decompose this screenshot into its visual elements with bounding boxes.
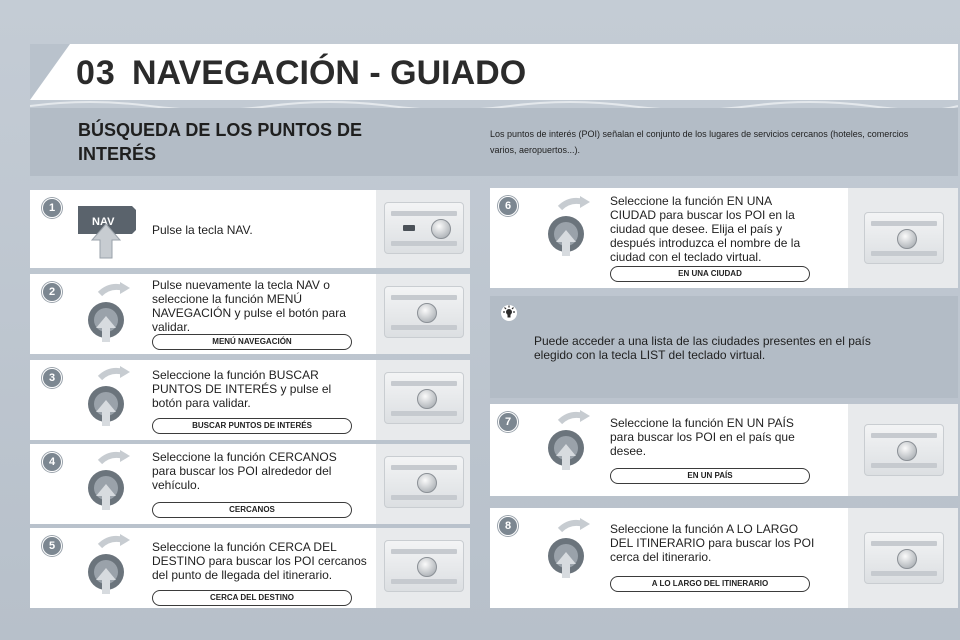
step-badge-5: 5 (42, 536, 62, 556)
console-photo (376, 274, 470, 354)
menu-label-pill: EN UNA CIUDAD (610, 266, 810, 282)
step-text-7: Seleccione la función EN UN PAÍS para buscar los POI en el país que desee. (610, 416, 795, 458)
radio-console (384, 202, 464, 254)
menu-label-pill: CERCANOS (152, 502, 352, 518)
step-badge-8: 8 (498, 516, 518, 536)
step-badge-6: 6 (498, 196, 518, 216)
intro-text: Los puntos de interés (POI) señalan el conjunto de los lugares de servicios cercanos (hoteles, comercios varios, aeropuertos...). (490, 129, 909, 155)
step-badge-1: 1 (42, 198, 62, 218)
console-photo (376, 444, 470, 524)
console-photo (848, 508, 958, 608)
chapter-number: 03 (76, 54, 116, 92)
step-text-5: Seleccione la función CERCA DEL DESTINO para buscar los POI cercanos del punto de llegada del itinerario. (152, 540, 367, 582)
step-badge-7: 7 (498, 412, 518, 432)
console-photo (376, 360, 470, 440)
step-badge-3: 3 (42, 368, 62, 388)
nav-key-icon (74, 200, 148, 262)
step-badge-2: 2 (42, 282, 62, 302)
radio-console (864, 532, 944, 584)
rotary-knob-icon (80, 366, 132, 426)
step-text-1: Pulse la tecla NAV. (152, 223, 253, 237)
radio-console (384, 372, 464, 424)
step-badge-4: 4 (42, 452, 62, 472)
step-text-3: Seleccione la función BUSCAR PUNTOS DE INTERÉS y pulse el botón para validar. (152, 368, 332, 410)
radio-console (864, 424, 944, 476)
radio-console (384, 540, 464, 592)
radio-console (864, 212, 944, 264)
rotary-knob-icon (540, 410, 592, 470)
radio-console (384, 456, 464, 508)
menu-label-pill: MENÚ NAVEGACIÓN (152, 334, 352, 350)
console-photo (848, 404, 958, 496)
console-photo (376, 528, 470, 608)
lightbulb-icon (500, 304, 518, 322)
radio-console (384, 286, 464, 338)
tip-text: Puede acceder a una lista de las ciudades presentes en el país elegido con la tecla LIST del teclado virtual. (534, 334, 871, 362)
nav-key-highlight (403, 225, 415, 231)
step-text-4: Seleccione la función CERCANOS para buscar los POI alrededor del vehículo. (152, 450, 337, 492)
section-title: BÚSQUEDA DE LOS PUNTOS DE INTERÉS (78, 120, 363, 164)
rotary-knob-icon (540, 518, 592, 578)
menu-label-pill: A LO LARGO DEL ITINERARIO (610, 576, 810, 592)
menu-label-pill: CERCA DEL DESTINO (152, 590, 352, 606)
menu-label-pill: EN UN PAÍS (610, 468, 810, 484)
nav-key-label: NAV (92, 216, 115, 228)
menu-label-pill: BUSCAR PUNTOS DE INTERÉS (152, 418, 352, 434)
console-photo (376, 190, 470, 268)
step-text-2: Pulse nuevamente la tecla NAV o seleccione la función MENÚ NAVEGACIÓN y pulse el botón para validar. (152, 278, 346, 334)
rotary-knob-icon (80, 534, 132, 594)
page-title: NAVEGACIÓN - GUIADO (132, 54, 527, 92)
console-photo (848, 188, 958, 288)
step-text-6: Seleccione la función EN UNA CIUDAD para buscar los POI en la ciudad que desee. Elija el país y después introduzca el nombre de la ciudad con el teclado virtual. (610, 194, 801, 264)
rotary-knob-icon (540, 196, 592, 256)
rotary-knob-icon (80, 282, 132, 342)
step-text-8: Seleccione la función A LO LARGO DEL ITINERARIO para buscar los POI cerca del itinerario. (610, 522, 815, 564)
rotary-knob-icon (80, 450, 132, 510)
